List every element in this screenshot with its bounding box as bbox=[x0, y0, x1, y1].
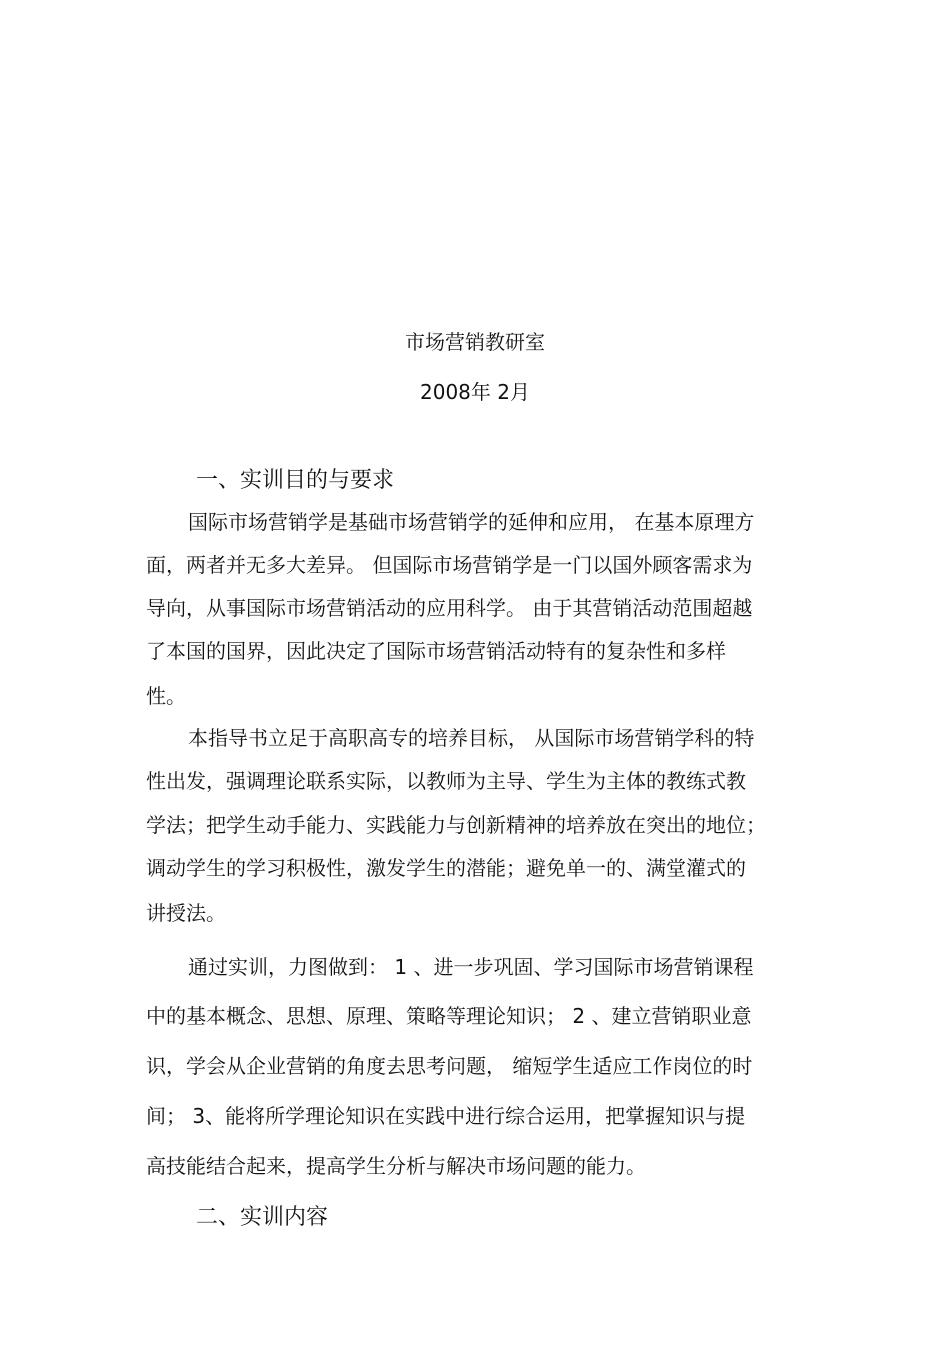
paragraph-line: 面，两者并无多大差异。 但国际市场营销学是一门以国外顾客需求为 bbox=[146, 553, 753, 577]
section-heading-content: 二、实训内容 bbox=[196, 1205, 329, 1230]
paragraph-line: 了本国的国界，因此决定了国际市场营销活动特有的复杂性和多样 bbox=[146, 639, 726, 663]
document-date: 2008年 2月 bbox=[420, 380, 530, 404]
paragraph-line: 导向，从事国际市场营销活动的应用科学。 由于其营销活动范围超越 bbox=[146, 596, 753, 620]
paragraph-line: 通过实训，力图做到： 1 、进一步巩固、学习国际市场营销课程 bbox=[188, 955, 754, 979]
paragraph-line: 讲授法。 bbox=[146, 901, 226, 925]
paragraph-line: 间； 3、能将所学理论知识在实践中进行综合运用，把掌握知识与提 bbox=[146, 1104, 746, 1128]
paragraph-line: 识，学会从企业营销的角度去思考问题， 缩短学生适应工作岗位的时 bbox=[146, 1054, 753, 1078]
paragraph-line: 调动学生的学习积极性，激发学生的潜能；避免单一的、满堂灌式的 bbox=[146, 856, 746, 880]
department-name: 市场营销教研室 bbox=[405, 330, 545, 354]
paragraph-line: 本指导书立足于高职高专的培养目标， 从国际市场营销学科的特 bbox=[188, 726, 755, 750]
paragraph-line: 性出发，强调理论联系实际，以教师为主导、学生为主体的教练式教 bbox=[146, 769, 746, 793]
paragraph-line: 学法；把学生动手能力、实践能力与创新精神的培养放在突出的地位； bbox=[146, 813, 766, 837]
paragraph-line: 性。 bbox=[146, 684, 186, 708]
paragraph-line: 国际市场营销学是基础市场营销学的延伸和应用， 在基本原理方 bbox=[188, 510, 755, 534]
paragraph-line: 高技能结合起来，提高学生分析与解决市场问题的能力。 bbox=[146, 1154, 646, 1178]
paragraph-line: 中的基本概念、思想、原理、策略等理论知识； 2 、建立营销职业意 bbox=[146, 1004, 752, 1028]
section-heading-objectives: 一、实训目的与要求 bbox=[196, 468, 395, 493]
